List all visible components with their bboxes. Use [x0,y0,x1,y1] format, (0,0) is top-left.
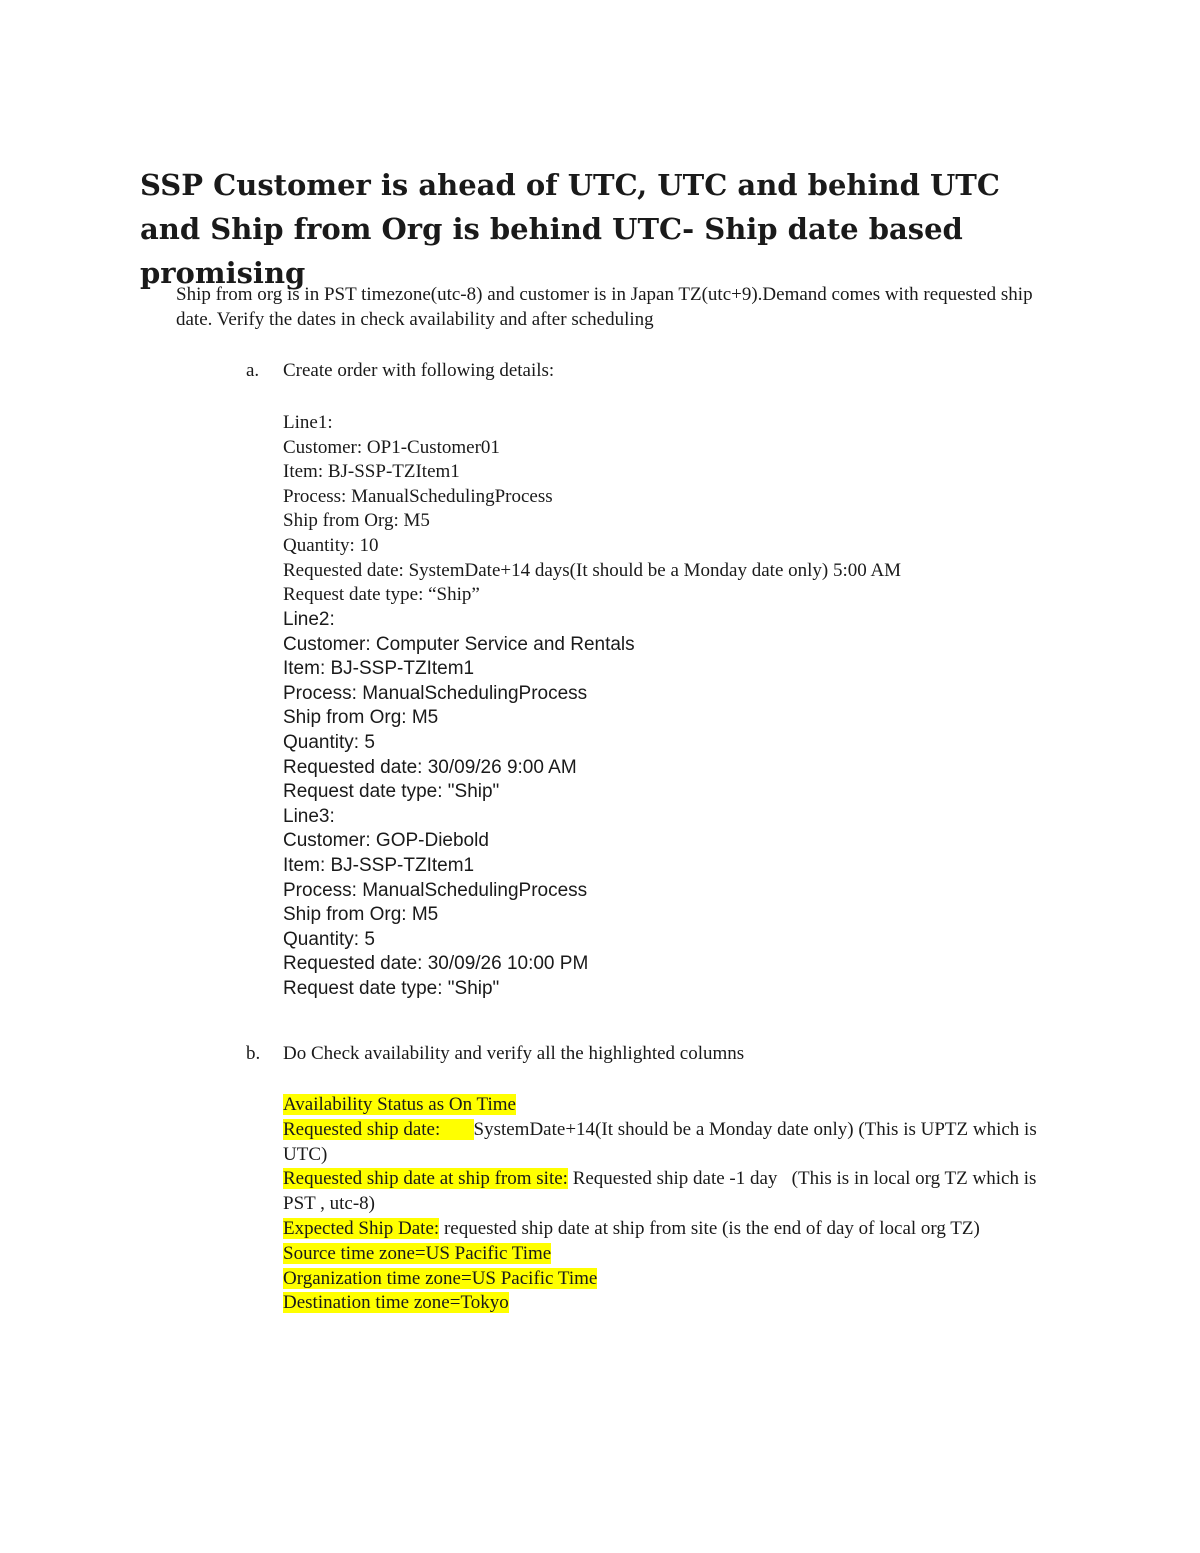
order-detail-line: Process: ManualSchedulingProcess [283,879,588,901]
intro-paragraph: Ship from org is in PST timezone(utc-8) and customer is in Japan TZ(utc+9).Demand comes with requested ship date. Verify the dates in check availability and after scheduling [176,284,1033,330]
step-a-marker: a. [246,360,260,381]
verification-list [283,1093,1073,1316]
ship-from-site-value: Requested ship date -1 day (This is in local org TZ which is PST , utc-8) [283,1168,1042,1215]
order-detail-line: Ship from Org: M5 [283,904,439,926]
expected-ship-date-value: requested ship date at ship from site (is the end of day of local org TZ) [439,1217,980,1239]
order-detail-line: Customer: GOP-Diebold [283,830,489,852]
order-detail-line: Request date type: “Ship” [283,584,480,606]
order-line1-details [283,411,901,608]
order-detail-line: Line2: [283,609,335,630]
requested-ship-date-row [283,1118,1073,1168]
order-detail-line: Requested date: 30/09/26 10:00 PM [283,953,589,975]
step-b-marker: b. [246,1043,261,1064]
dest-tz-highlight: Destination time zone=Tokyo [283,1292,509,1314]
expected-ship-date-row [283,1217,1073,1242]
order-detail-line: Quantity: 10 [283,534,379,556]
availability-status-row [283,1093,1073,1118]
step-a-text: Create order with following details: [283,360,555,381]
expected-ship-date-label: Expected Ship Date: [283,1217,440,1239]
order-detail-line: Request date type: "Ship" [283,977,500,999]
requested-ship-date-value: SystemDate+14(It should be a Monday date only) (This is UPTZ which is UTC) [283,1118,1037,1165]
order-detail-line: Ship from Org: M5 [283,510,430,532]
order-detail-line: Line3: [283,805,335,827]
dest-tz-row [283,1291,1073,1316]
step-b-text: Do Check availability and verify all the highlighted columns [283,1043,745,1064]
requested-ship-date-label: Requested ship date: [283,1119,474,1140]
order-detail-line: Item: BJ-SSP-TZItem1 [283,658,475,680]
source-tz-row [283,1242,1073,1267]
order-detail-line: Process: ManualSchedulingProcess [283,485,553,507]
document-title: SSP Customer is ahead of UTC, UTC and behind UTC and Ship from Org is behind UTC- Ship date based promising [140,168,1000,290]
order-detail-line: Quantity: 5 [283,731,375,753]
ship-from-site-row [283,1167,1073,1217]
order-detail-line: Customer: OP1-Customer01 [283,436,500,458]
ship-from-site-label: Requested ship date at ship from site: [283,1168,568,1190]
order-detail-line: Line1: [283,412,333,433]
org-tz-highlight: Organization time zone=US Pacific Time [283,1267,598,1289]
order-line2-line3-details [283,608,635,1002]
order-detail-line: Ship from Org: M5 [283,707,439,729]
order-detail-line: Customer: Computer Service and Rentals [283,633,635,655]
order-detail-line: Requested date: SystemDate+14 days(It should be a Monday date only) 5:00 AM [283,559,902,581]
order-detail-line: Requested date: 30/09/26 9:00 AM [283,756,577,778]
order-detail-line: Process: ManualSchedulingProcess [283,682,588,704]
source-tz-highlight: Source time zone=US Pacific Time [283,1242,552,1264]
order-detail-line: Request date type: "Ship" [283,781,500,803]
availability-status-highlight: Availability Status as On Time [283,1094,516,1115]
order-detail-line: Item: BJ-SSP-TZItem1 [283,461,460,483]
order-detail-line: Item: BJ-SSP-TZItem1 [283,854,475,876]
order-detail-line: Quantity: 5 [283,928,375,950]
org-tz-row [283,1267,1073,1292]
